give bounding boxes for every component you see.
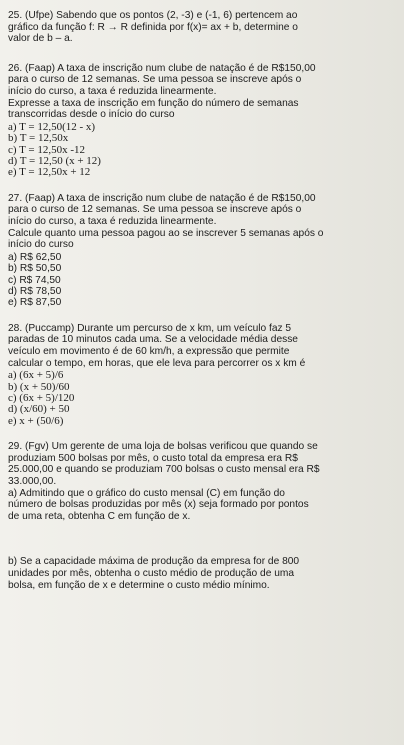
question-25-line: valor de b – a. — [8, 33, 73, 45]
question-27-line: início do curso — [8, 239, 74, 251]
question-27 — [8, 193, 392, 309]
question-29b-line: b) Se a capacidade máxima de produção da empresa for de 800 — [8, 556, 300, 568]
exercise-list — [8, 10, 392, 591]
question-29b-line: unidades por mês, obtenha o custo médio de produção de uma — [8, 567, 295, 579]
question-28-line: paradas de 10 minutos cada uma. Se a velocidade média desse — [8, 334, 298, 346]
option-e: e) T = 12,50x + 12 — [8, 166, 91, 179]
option-e: e) x + (50/6) — [8, 414, 64, 427]
question-26-line: início do curso, a taxa é reduzida linearmente. — [8, 85, 217, 97]
question-27-line: 27. (Faap) A taxa de inscrição num clube de natação é de R$150,00 — [8, 192, 316, 204]
question-25-line: 25. (Ufpe) Sabendo que os pontos (2, -3) e (-1, 6) pertencem ao — [8, 10, 298, 21]
question-25 — [8, 10, 392, 45]
question-28-options — [8, 370, 392, 427]
question-27-line: Calcule quanto uma pessoa pagou ao se inscrever 5 semanas após o — [8, 227, 324, 239]
question-26 — [8, 63, 392, 179]
option-b: b) R$ 50,50 — [8, 263, 62, 275]
question-29a-line: número de bolsas produzidas por mês (x) seja formado por pontos — [8, 499, 309, 511]
question-28-line: calcular o tempo, em horas, que ele leva para percorrer os x km é — [8, 357, 306, 369]
question-26-line: 26. (Faap) A taxa de inscrição num clube de natação é de R$150,00 — [8, 62, 316, 74]
question-29-line: 25.000,00 e quando se produziam 700 bolsas o custo mensal era R$ — [8, 464, 320, 476]
question-29-line: 29. (Fgv) Um gerente de uma loja de bolsas verificou que quando se — [8, 441, 318, 453]
question-29 — [8, 441, 392, 591]
question-28 — [8, 323, 392, 427]
question-26-line: para o curso de 12 semanas. Se uma pessoa se inscreve após o — [8, 74, 302, 86]
question-27-line: início do curso, a taxa é reduzida linearmente. — [8, 215, 217, 227]
option-d: d) (x/60) + 50 — [8, 403, 70, 416]
option-a: a) T = 12,50(12 - x) — [8, 120, 96, 133]
option-e: e) R$ 87,50 — [8, 297, 62, 309]
question-29a-line: a) Admitindo que o gráfico do custo mensal (C) em função do — [8, 487, 285, 499]
option-c: c) (6x + 5)/120 — [8, 391, 75, 404]
question-29-line: 33.000,00. — [8, 475, 57, 487]
question-29a-line: de uma reta, obtenha C em função de x. — [8, 510, 191, 522]
question-29-line: produziam 500 bolsas por mês, o custo total da empresa era R$ — [8, 452, 298, 464]
option-d: d) R$ 78,50 — [8, 285, 62, 297]
question-29b-line: bolsa, em função de x e determine o custo médio mínimo. — [8, 579, 270, 591]
option-a: a) (6x + 5)/6 — [8, 369, 64, 382]
question-25-line: gráfico da função f: R → R definida por f(x)= ax + b, determine o — [8, 21, 298, 33]
option-a: a) R$ 62,50 — [8, 251, 62, 263]
question-26-line: Expresse a taxa de inscrição em função do número de semanas — [8, 97, 299, 109]
option-b: b) (x + 50)/60 — [8, 380, 70, 393]
option-c: c) T = 12,50x -12 — [8, 143, 85, 156]
question-27-line: para o curso de 12 semanas. Se uma pessoa se inscreve após o — [8, 204, 302, 216]
option-b: b) T = 12,50x — [8, 132, 69, 145]
question-27-options — [8, 252, 392, 309]
question-26-options — [8, 122, 392, 179]
question-28-line: veículo em movimento é de 60 km/h, a expressão que permite — [8, 345, 290, 357]
question-26-line: transcorridas desde o início do curso — [8, 109, 175, 121]
question-28-line: 28. (Puccamp) Durante um percurso de x km, um veículo faz 5 — [8, 322, 292, 334]
option-d: d) T = 12,50 (x + 12) — [8, 154, 101, 167]
option-c: c) R$ 74,50 — [8, 274, 61, 286]
